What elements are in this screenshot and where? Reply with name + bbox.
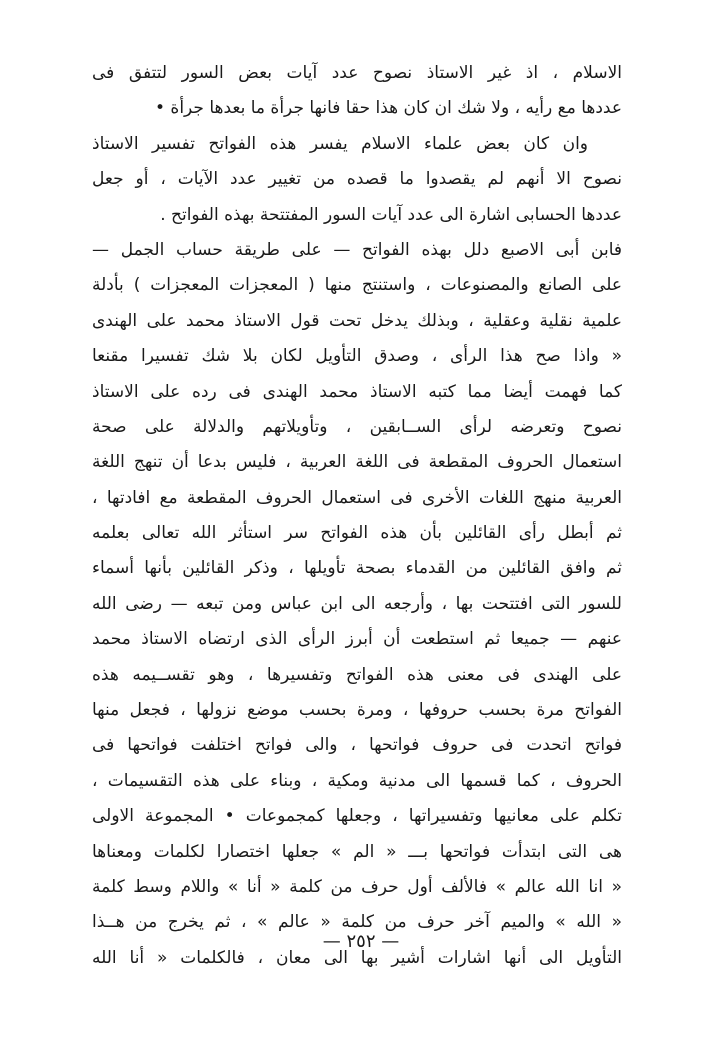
text-line: « واذا صح هذا الرأى ، وصدق التأويل لكان بلا شك تفسيرا مقنعا [92,346,622,367]
text-line: الحروف ، كما قسمها الى مدنية ومكية ، وبناء على هذه التقسيمات ، [92,770,622,791]
text-line: عددها مع رأيه ، ولا شك ان كان هذا حقا فانها جرأة ما بعدها جرأة • [154,98,622,119]
text-line: على الهندى فى معنى هذه الفواتح وتفسيرها ، وهو تقســيمه هذه [92,664,622,685]
text-line: هى التى ابتدأت فواتحها بـــ « الم » جعلها اختصارا لكلمات ومعناها [92,841,622,862]
body-text [92,56,622,976]
text-line: ثم أبطل رأى القائلين بأن هذه الفواتح سر استأثر الله تعالى بعلمه [92,523,622,544]
text-line: العربية منهج اللغات الأخرى فى استعمال الحروف المقطعة مع افادتها ، [92,487,622,508]
text-line: « انا الله عالم » فالألف أول حرف من كلمة « أنا » واللام وسط كلمة [92,876,622,897]
text-line: نصوح وتعرضه لرأى الســابقين ، وتأويلاتهم والدلالة على صحة [92,416,622,437]
text-line: الاسلام ، اذ غير الاستاذ نصوح عدد آيات بعض السور لتتفق فى [92,63,622,83]
text-line: على الصانع والمصنوعات ، واستنتج منها ( المعجزات المعجزات ) بأدلة [92,275,622,296]
text-line: كما فهمت أيضا مما كتبه الاستاذ محمد الهندى فى رده على الاستاذ [92,381,622,402]
text-line: وان كان بعض علماء الاسلام يفسر هذه الفواتح تفسير الاستاذ [92,133,588,154]
text-line: ثم وافق القائلين من القدماء بصحة تأويلها ، وذكر القائلين بأنها أسماء [92,558,622,579]
text-line: الفواتح مرة بحسب حروفها ، ومرة بحسب موضع نزولها ، فجعل منها [92,700,622,721]
text-line: نصوح الا أنهم لم يقصدوا ما قصده من تغيير عدد الآيات ، أو جعل [92,169,622,190]
text-line: عددها الحسابى اشارة الى عدد آيات السور المفتتحة بهذه الفواتح . [160,204,622,225]
text-line: عنهم — جميعا ثم استطعت أن أبرز الرأى الذى ارتضاه الاستاذ محمد [92,629,622,650]
text-line: علمية نقلية وعقلية ، وبذلك يدخل تحت قول الاستاذ محمد على الهندى [92,310,622,331]
text-line: للسور التى افتتحت بها ، وأرجعه الى ابن عباس ومن تبعه — رضى الله [92,593,622,614]
text-line: استعمال الحروف المقطعة فى اللغة العربية ، فليس بدعا أن تنهج اللغة [92,452,622,473]
text-line: « الله » والميم آخر حرف من كلمة « عالم » ، ثم يخرج من هــذا [92,912,622,933]
text-line: فابن أبى الاصبع دلل بهذه الفواتح — على طريقة حساب الجمل — [92,239,622,260]
text-line: فواتح اتحدت فى حروف فواتحها ، والى فواتح اختلفت فواتحها فى [92,735,622,756]
text-line: تكلم على معانيها وتفسيراتها ، وجعلها كمجموعات • المجموعة الاولى [92,806,622,827]
page-number: — ٢٥٢ — [322,931,400,952]
text-line: التأويل الى أنها اشارات أشير بها الى معان ، فالكلمات « أنا الله [92,947,622,968]
